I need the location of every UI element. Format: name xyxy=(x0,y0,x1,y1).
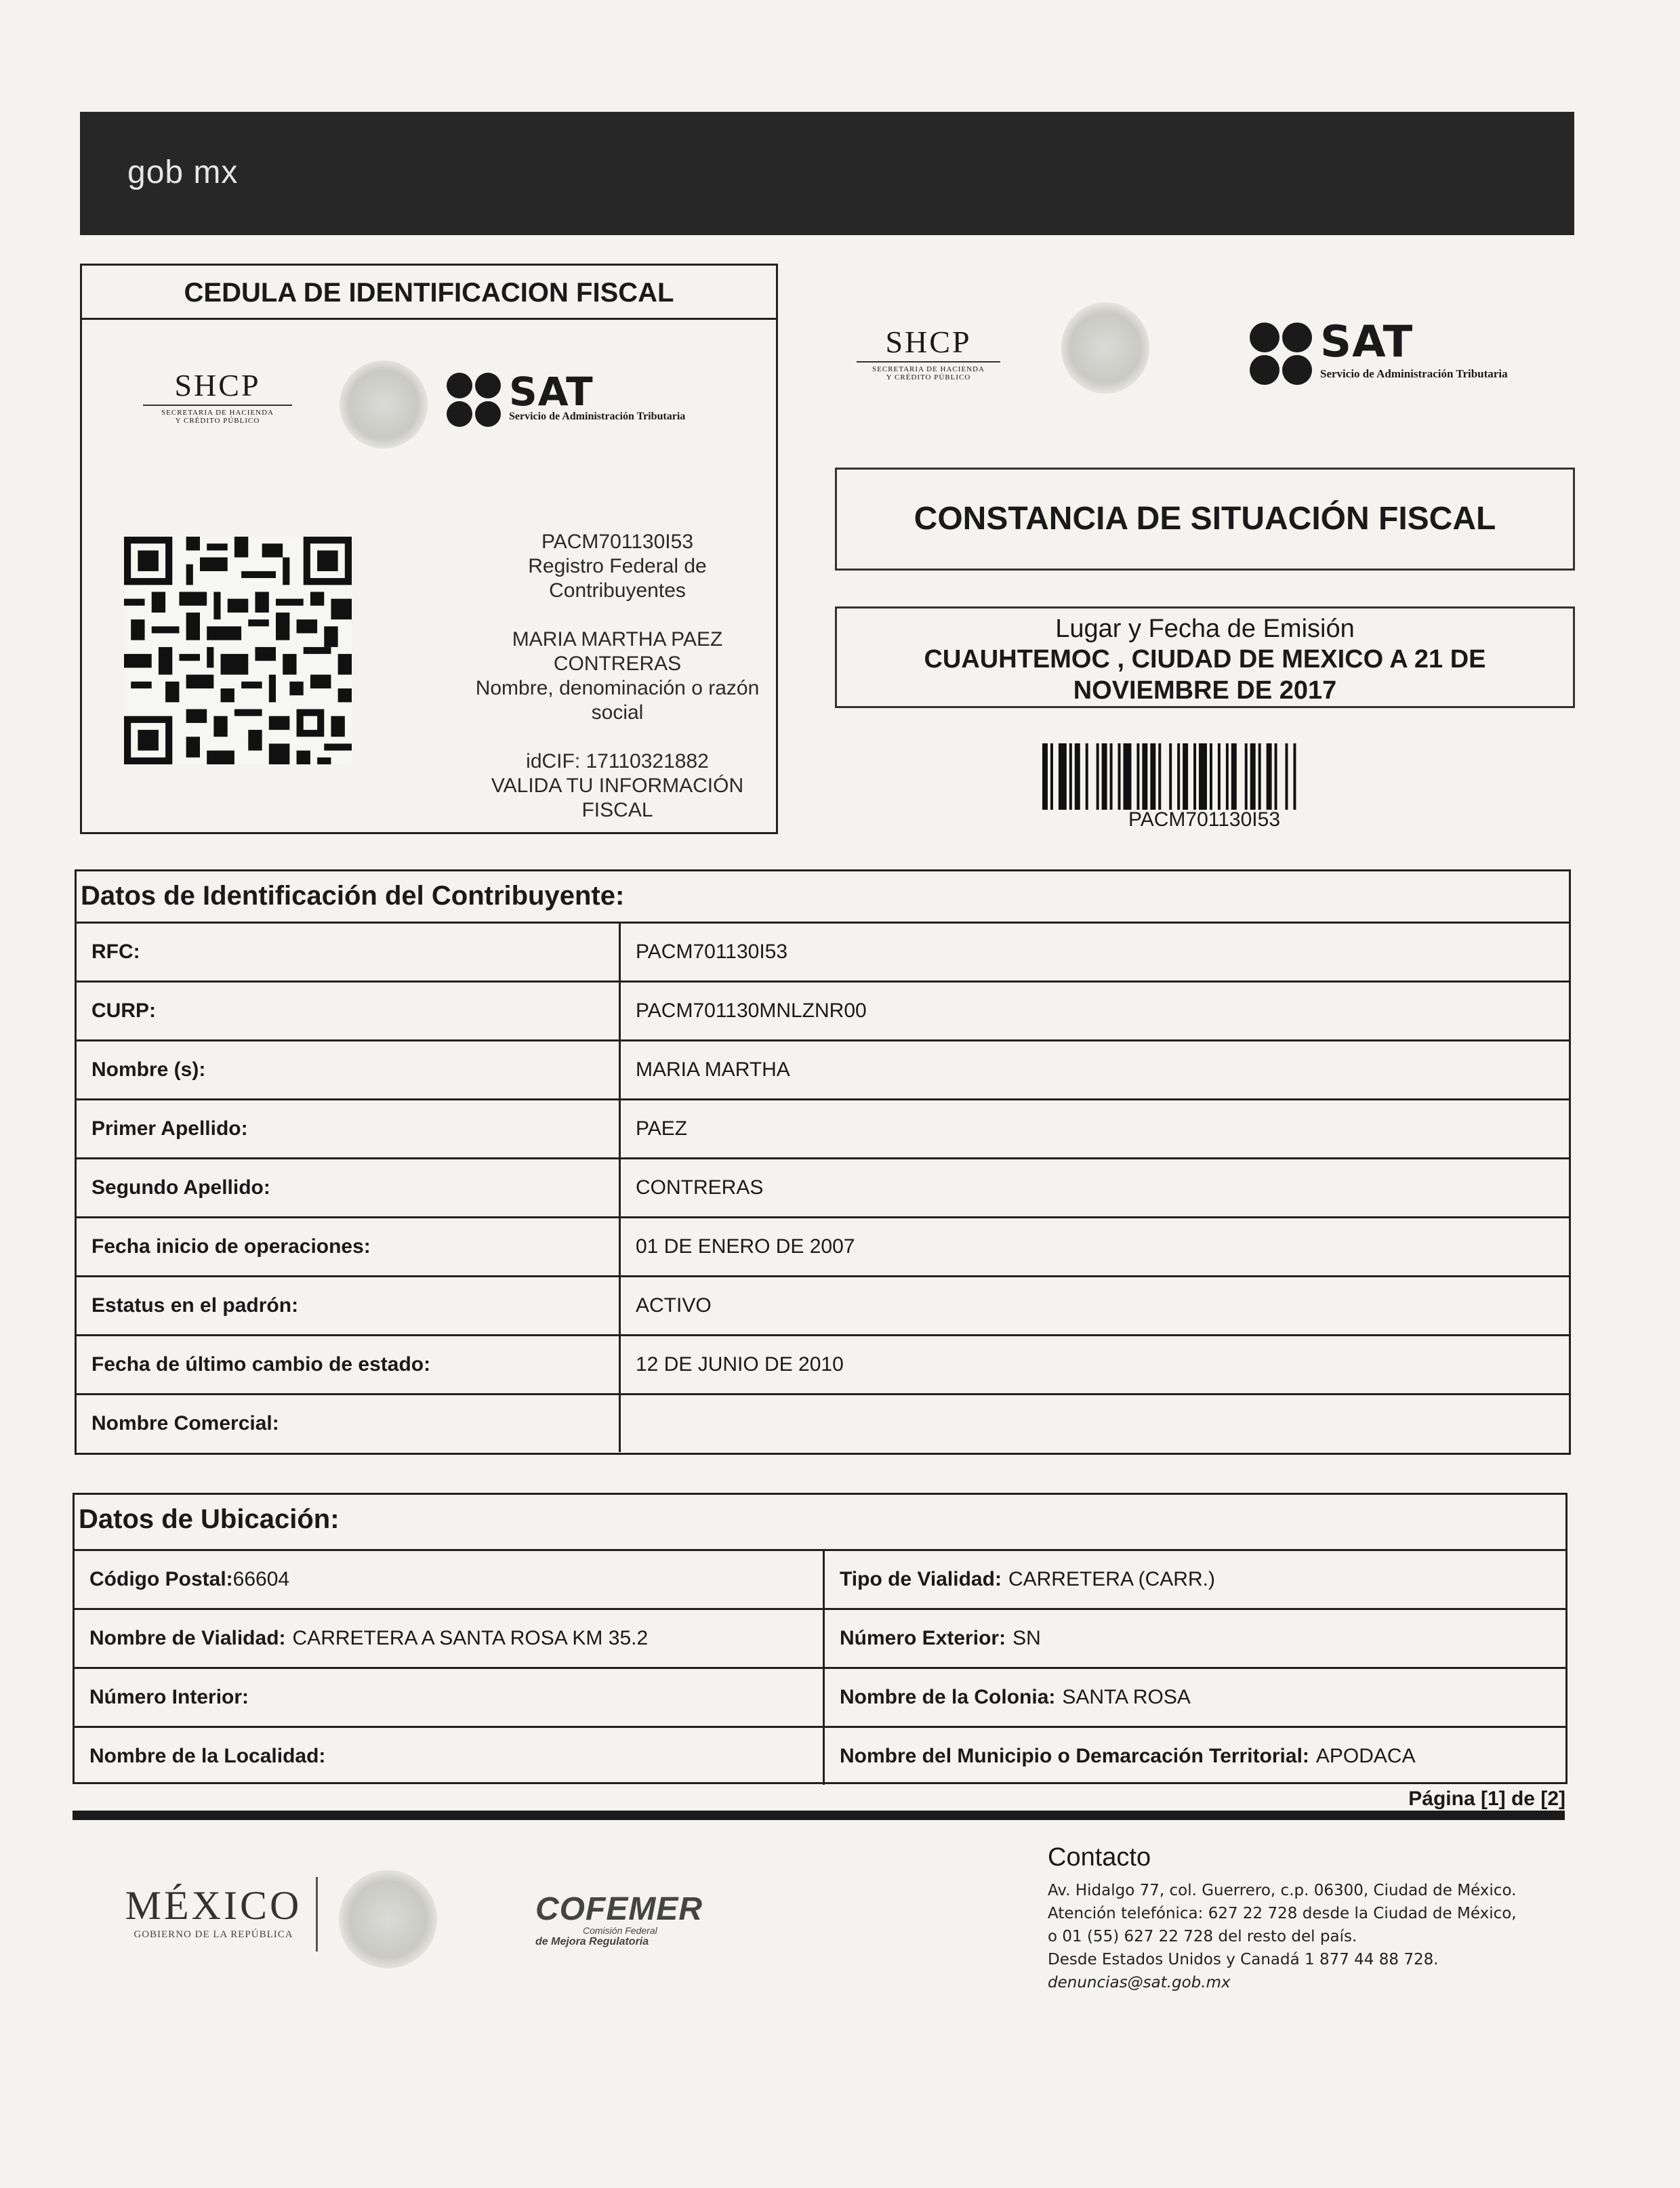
cedula-title: CEDULA DE IDENTIFICACION FISCAL xyxy=(82,266,776,320)
field-label: RFC: xyxy=(91,941,140,963)
field-value: SN xyxy=(1012,1627,1041,1649)
contacto-line-1: Av. Hidalgo 77, col. Guerrero, c.p. 06300, Ciudad de México. xyxy=(1048,1882,1517,1899)
ubicacion-right-cell xyxy=(823,1728,1565,1785)
ubicacion-right-cell xyxy=(823,1669,1565,1726)
ubicacion-left-cell xyxy=(75,1610,823,1667)
table-row xyxy=(75,1608,1565,1667)
footer-logo-divider xyxy=(316,1877,318,1952)
cofemer-logo-sub2: de Mejora Regulatoria xyxy=(535,1936,649,1947)
emision-box xyxy=(835,606,1575,708)
field-label: Nombre de Vialidad: xyxy=(89,1627,286,1649)
emision-line2: NOVIEMBRE DE 2017 xyxy=(1073,676,1337,705)
ubicacion-right-cell xyxy=(823,1551,1565,1608)
field-label: Número Interior: xyxy=(89,1686,249,1708)
constancia-title-box xyxy=(835,468,1575,571)
cedula-valida-line1: VALIDA TU INFORMACIÓN xyxy=(491,775,744,797)
cedula-name-label-line2: social xyxy=(591,701,644,724)
ubicacion-left-cell xyxy=(75,1669,823,1726)
field-value: 01 DE ENERO DE 2007 xyxy=(619,1218,1569,1275)
mexico-logo-sub: GOBIERNO DE LA REPÚBLICA xyxy=(134,1929,293,1940)
shcp-logo-right-sub2: Y CRÉDITO PÚBLICO xyxy=(886,373,971,381)
contacto-block xyxy=(1048,1843,1517,1994)
table-row xyxy=(77,1334,1569,1393)
ubicacion-left-cell xyxy=(75,1728,823,1785)
mexico-logo xyxy=(115,1882,312,1941)
cedula-box xyxy=(80,264,778,834)
gob-header-bar xyxy=(80,112,1574,235)
ubicacion-right-cell xyxy=(823,1610,1565,1667)
sat-dots-right-icon xyxy=(1250,323,1312,385)
sat-logo-sub: Servicio de Administración Tributaria xyxy=(509,411,686,422)
table-row xyxy=(77,1157,1569,1216)
shcp-logo-sub1: SECRETARIA DE HACIENDA xyxy=(161,409,274,417)
field-value xyxy=(619,1395,1569,1452)
field-label: Código Postal: xyxy=(89,1568,233,1590)
identificacion-title: Datos de Identificación del Contribuyente: xyxy=(81,881,625,911)
contacto-email-link[interactable]: denuncias@sat.gob.mx xyxy=(1048,1974,1231,1991)
field-label: Fecha de último cambio de estado: xyxy=(91,1353,431,1376)
field-label: Número Exterior: xyxy=(840,1627,1006,1649)
contacto-line-2: Atención telefónica: 627 22 728 desde la Ciudad de México, xyxy=(1048,1905,1517,1922)
field-value: PACM701130I53 xyxy=(619,924,1569,981)
escudo-seal-right-icon xyxy=(1061,302,1149,394)
field-label: Nombre de la Colonia: xyxy=(840,1686,1056,1708)
table-row xyxy=(75,1549,1565,1608)
emision-line1: CUAUHTEMOC , CIUDAD DE MEXICO A 21 DE xyxy=(924,645,1486,674)
field-label: Nombre del Municipio o Demarcación Territorial: xyxy=(840,1745,1309,1767)
table-row xyxy=(77,1275,1569,1334)
page-number: Página [1] de [2] xyxy=(1408,1788,1565,1810)
qr-code-icon xyxy=(124,537,352,764)
escudo-seal-icon xyxy=(340,360,428,449)
gob-mx-logo: gob mx xyxy=(127,154,239,190)
sat-logo xyxy=(447,369,765,430)
cedula-idcif: idCIF: 17110321882 xyxy=(526,750,709,772)
contacto-line-3: o 01 (55) 627 22 728 del resto del país. xyxy=(1048,1928,1357,1945)
ubicacion-title: Datos de Ubicación: xyxy=(79,1504,340,1534)
field-value: CARRETERA (CARR.) xyxy=(1008,1568,1215,1590)
field-label: Nombre Comercial: xyxy=(91,1412,279,1434)
field-value: PACM701130MNLZNR00 xyxy=(619,983,1569,1039)
identificacion-table xyxy=(75,869,1571,1455)
shcp-logo-right-sub1: SECRETARIA DE HACIENDA xyxy=(872,365,985,373)
ubicacion-table xyxy=(73,1493,1568,1784)
footer-divider xyxy=(73,1811,1565,1820)
table-row xyxy=(75,1667,1565,1726)
field-value: CARRETERA A SANTA ROSA KM 35.2 xyxy=(292,1627,649,1649)
shcp-logo-right-text: SHCP xyxy=(885,325,972,359)
constancia-title: CONSTANCIA DE SITUACIÓN FISCAL xyxy=(914,501,1496,537)
field-value: 12 DE JUNIO DE 2010 xyxy=(619,1336,1569,1393)
sat-logo-right xyxy=(1250,317,1575,388)
field-value: 66604 xyxy=(232,1568,290,1590)
field-label: Nombre (s): xyxy=(91,1058,206,1081)
cofemer-logo-text: COFEMER xyxy=(535,1891,703,1927)
cedula-valida-line2: FISCAL xyxy=(581,799,653,821)
table-row xyxy=(77,1098,1569,1157)
cedula-name-line2: CONTRERAS xyxy=(553,653,682,675)
field-value: PAEZ xyxy=(619,1100,1569,1157)
sat-logo-right-text: SAT xyxy=(1320,317,1414,367)
field-label: Tipo de Vialidad: xyxy=(840,1568,1002,1590)
field-label: Segundo Apellido: xyxy=(91,1176,270,1199)
mexico-logo-text: MÉXICO xyxy=(125,1883,302,1928)
emision-label: Lugar y Fecha de Emisión xyxy=(1055,615,1355,643)
sat-logo-text: SAT xyxy=(509,369,594,415)
field-value: SANTA ROSA xyxy=(1062,1686,1191,1708)
contacto-title: Contacto xyxy=(1048,1843,1151,1872)
field-value: MARIA MARTHA xyxy=(619,1041,1569,1098)
field-label: Nombre de la Localidad: xyxy=(89,1745,326,1767)
cedula-rfc-label: Registro Federal de Contribuyentes xyxy=(528,555,707,602)
field-label: CURP: xyxy=(91,999,156,1022)
shcp-logo-sub2: Y CRÉDITO PÚBLICO xyxy=(175,417,260,425)
barcode-icon xyxy=(1042,743,1366,810)
ubicacion-left-cell xyxy=(75,1551,823,1608)
table-row xyxy=(77,922,1569,981)
field-label: Primer Apellido: xyxy=(91,1117,248,1140)
shcp-logo xyxy=(123,367,312,425)
sat-dots-icon xyxy=(447,373,501,427)
shcp-logo-text: SHCP xyxy=(174,368,261,402)
field-value: CONTRERAS xyxy=(619,1159,1569,1216)
contacto-line-4: Desde Estados Unidos y Canadá 1 877 44 88 728. xyxy=(1048,1951,1439,1968)
barcode-text: PACM701130I53 xyxy=(1128,808,1281,831)
table-row xyxy=(77,1216,1569,1275)
table-row xyxy=(77,981,1569,1039)
sat-logo-right-sub: Servicio de Administración Tributaria xyxy=(1320,367,1508,380)
table-row xyxy=(75,1726,1565,1785)
cedula-name-line1: MARIA MARTHA PAEZ xyxy=(512,628,723,651)
cofemer-logo-sub1: Comisión Federal xyxy=(583,1925,657,1936)
table-row xyxy=(77,1039,1569,1098)
field-label: Estatus en el padrón: xyxy=(91,1294,299,1317)
table-row xyxy=(77,1393,1569,1452)
field-value: APODACA xyxy=(1315,1745,1416,1767)
cedula-rfc: PACM701130I53 xyxy=(541,531,694,553)
field-value: ACTIVO xyxy=(619,1277,1569,1334)
escudo-footer-icon xyxy=(339,1870,437,1968)
cedula-name-label-line1: Nombre, denominación o razón xyxy=(475,677,760,699)
cofemer-logo xyxy=(535,1891,703,1948)
shcp-logo-right xyxy=(840,324,1017,381)
cedula-info xyxy=(468,530,766,823)
field-label: Fecha inicio de operaciones: xyxy=(91,1235,371,1258)
